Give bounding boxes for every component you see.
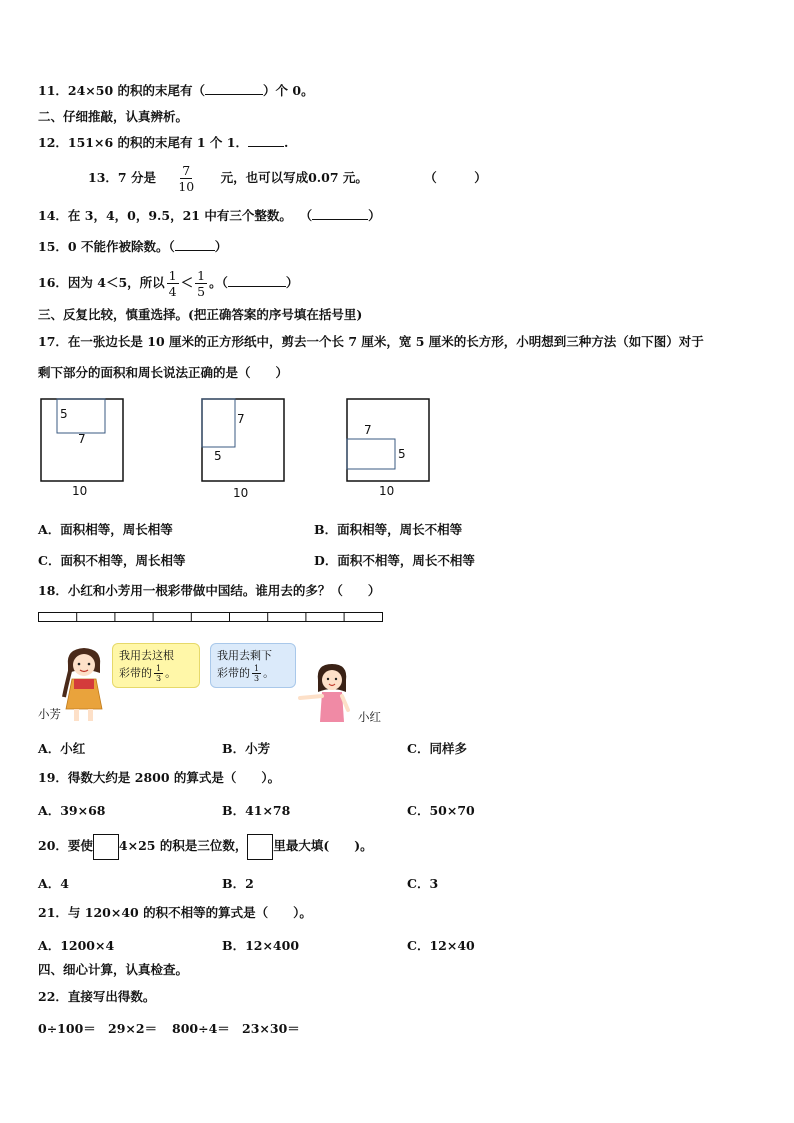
q15-paren-right: ） xyxy=(214,239,228,254)
question-17-line-2: 剩下部分的面积和周长说法正确的是（ ） xyxy=(38,365,289,380)
q12-number: 12． xyxy=(38,135,68,150)
q17-option-c[interactable]: C．面积不相等，周长相等 xyxy=(38,553,186,568)
q22-text: 直接写出得数。 xyxy=(67,989,156,1004)
q21-option-c[interactable]: C．12×40 xyxy=(407,938,475,953)
name-xiaofang: 小芳 xyxy=(38,707,61,721)
q18-number: 18． xyxy=(38,583,68,598)
bubble-right-fraction xyxy=(252,664,261,683)
question-16 xyxy=(38,265,298,301)
bubble-right-dot: 。 xyxy=(263,666,275,680)
q21-option-a[interactable]: A．1200×4 xyxy=(38,938,115,953)
q22-item-1[interactable]: 0÷100＝ xyxy=(38,1021,96,1036)
bubble-left-line-2: 彩带的 xyxy=(119,666,152,680)
q16-answer-blank[interactable] xyxy=(228,274,286,287)
q19-number: 19． xyxy=(38,770,68,785)
q16-fraction-1 xyxy=(167,268,179,299)
speech-bubble-xiaohong xyxy=(210,643,296,688)
q22-item-2[interactable]: 29×2＝ xyxy=(108,1021,158,1036)
q17-option-b[interactable]: B．面积相等，周长不相等 xyxy=(314,522,463,537)
q14-number: 14． xyxy=(38,208,68,223)
q17-number: 17． xyxy=(38,334,68,349)
question-21 xyxy=(38,904,312,922)
q17-option-a[interactable]: A．面积相等，周长相等 xyxy=(38,522,173,537)
girl-xiaofang-illustration xyxy=(58,643,110,723)
q20-empty-box-1[interactable] xyxy=(93,834,119,860)
q19-option-a[interactable]: A．39×68 xyxy=(38,803,106,818)
q16-paren-right: ） xyxy=(285,275,299,290)
question-22 xyxy=(38,988,155,1006)
q13-frac-num: 7 xyxy=(182,163,191,178)
section-3-heading: 三、反复比较，慎重选择。(把正确答案的序号填在括号里) xyxy=(38,307,363,322)
section-2-heading: 二、仔细推敲，认真辨析。 xyxy=(38,109,189,124)
q17-option-d[interactable]: D．面积不相等，周长不相等 xyxy=(314,553,475,568)
q20-empty-box-2[interactable] xyxy=(247,834,273,860)
bubble-left-dot: 。 xyxy=(165,666,177,680)
girl-xiaohong-illustration xyxy=(288,660,354,726)
q15-text: 0 不能作被除数。（ xyxy=(67,239,175,254)
q11-post: ）个 0。 xyxy=(263,83,314,98)
q18-option-a[interactable]: A．小红 xyxy=(38,741,86,756)
fig3-label-5: 5 xyxy=(398,447,406,461)
q11-pre: 24×50 的积的末尾有（ xyxy=(67,83,206,98)
q13-post: 元，也可以写成0.07 元。 xyxy=(220,170,368,185)
q22-item-3[interactable]: 800÷4＝ xyxy=(172,1021,230,1036)
q16-f1-den: 4 xyxy=(168,284,177,299)
question-11 xyxy=(38,82,314,100)
speech-bubble-xiaofang xyxy=(112,643,200,688)
q13-answer-paren[interactable]: （ ） xyxy=(424,170,487,185)
question-19 xyxy=(38,769,280,787)
q11-answer-blank[interactable] xyxy=(205,82,263,95)
q17-text-line-1: 在一张边长是 10 厘米的正方形纸中，剪去一个长 7 厘米，宽 5 厘米的长方形，小明想到三种方法（如下图）对于 xyxy=(67,334,704,349)
fig3-cut-rect xyxy=(347,439,395,469)
q20-option-c[interactable]: C．3 xyxy=(407,876,439,891)
q20-mid: 4×25 的积是三位数， xyxy=(118,838,248,853)
q15-number: 15． xyxy=(38,239,68,254)
bubble-left-line-1: 我用去这根 xyxy=(119,649,174,662)
question-20 xyxy=(38,833,373,860)
q20-pre: 要使 xyxy=(67,838,93,853)
q21-option-b[interactable]: B．12×400 xyxy=(222,938,300,953)
q18-text: 小红和小芳用一根彩带做中国结。谁用去的多？（ ） xyxy=(67,583,381,598)
q22-item-4[interactable]: 23×30＝ xyxy=(242,1021,300,1036)
fig2-cut-rect xyxy=(202,399,235,447)
fig1-label-7: 7 xyxy=(78,432,86,446)
q14-paren-right: ） xyxy=(368,208,381,223)
q12-end: . xyxy=(283,135,289,150)
q19-option-b[interactable]: B．41×78 xyxy=(222,803,291,818)
fig2-label-10: 10 xyxy=(233,486,249,500)
bubble-right-line-1: 我用去剩下 xyxy=(217,649,272,662)
q21-text: 与 120×40 的积不相等的算式是（ ）。 xyxy=(67,905,312,920)
fig3-label-10: 10 xyxy=(379,484,395,498)
q16-fraction-2 xyxy=(195,268,207,299)
q15-answer-blank[interactable] xyxy=(175,238,215,251)
bubble-right-frac-num: 1 xyxy=(254,664,260,673)
q16-f1-num: 1 xyxy=(168,268,177,283)
q22-number: 22． xyxy=(38,989,68,1004)
q20-number: 20． xyxy=(38,838,68,853)
q20-post: 里最大填( )。 xyxy=(273,838,373,853)
q17-figure-3 xyxy=(347,399,429,481)
q20-option-b[interactable]: B．2 xyxy=(222,876,254,891)
bubble-right-frac-den: 3 xyxy=(254,674,260,683)
bubble-right-line-2: 彩带的 xyxy=(217,666,250,680)
question-17-line-1 xyxy=(38,333,704,351)
q19-option-c[interactable]: C．50×70 xyxy=(407,803,475,818)
q14-paren-left: （ xyxy=(305,208,313,223)
q20-option-a[interactable]: A．4 xyxy=(38,876,69,891)
q18-option-c[interactable]: C．同样多 xyxy=(407,741,467,756)
fig1-label-5: 5 xyxy=(60,407,68,421)
q16-pre: 因为 4＜5，所以 xyxy=(67,275,165,290)
q12-answer-blank[interactable] xyxy=(248,134,284,147)
q16-f2-den: 5 xyxy=(197,284,206,299)
question-15 xyxy=(38,238,227,256)
q19-text: 得数大约是 2800 的算式是（ ）。 xyxy=(67,770,281,785)
q13-pre: 7 分是 xyxy=(117,170,156,185)
fig2-label-5: 5 xyxy=(214,449,222,463)
question-13 xyxy=(88,160,487,196)
q16-number: 16． xyxy=(38,275,68,290)
ribbon-diagram xyxy=(38,612,384,624)
q13-frac-den: 10 xyxy=(178,179,195,194)
q16-post: 。（ xyxy=(209,275,228,290)
question-12 xyxy=(38,134,288,152)
q16-less-than: ＜ xyxy=(180,275,194,290)
q12-text: 151×6 的积的末尾有 1 个 1． xyxy=(67,135,248,150)
q14-text: 在 3，4，0，9.5，21 中有三个整数。 xyxy=(67,208,292,223)
section-4-heading: 四、细心计算，认真检查。 xyxy=(38,962,189,977)
bubble-left-fraction xyxy=(154,664,163,683)
q13-number: 13． xyxy=(88,170,118,185)
bubble-left-frac-den: 3 xyxy=(156,674,162,683)
question-18 xyxy=(38,582,380,600)
bubble-left-frac-num: 1 xyxy=(156,664,162,673)
q18-option-b[interactable]: B．小芳 xyxy=(222,741,271,756)
name-xiaohong: 小红 xyxy=(358,710,381,724)
fig1-label-10: 10 xyxy=(72,484,88,498)
fig2-label-7: 7 xyxy=(237,412,245,426)
q14-answer-blank[interactable] xyxy=(312,207,368,220)
q21-number: 21． xyxy=(38,905,68,920)
question-14 xyxy=(38,207,381,225)
q11-number: 11． xyxy=(38,83,68,98)
fig3-label-7: 7 xyxy=(364,423,372,437)
q16-f2-num: 1 xyxy=(197,268,206,283)
q13-fraction xyxy=(176,163,196,194)
